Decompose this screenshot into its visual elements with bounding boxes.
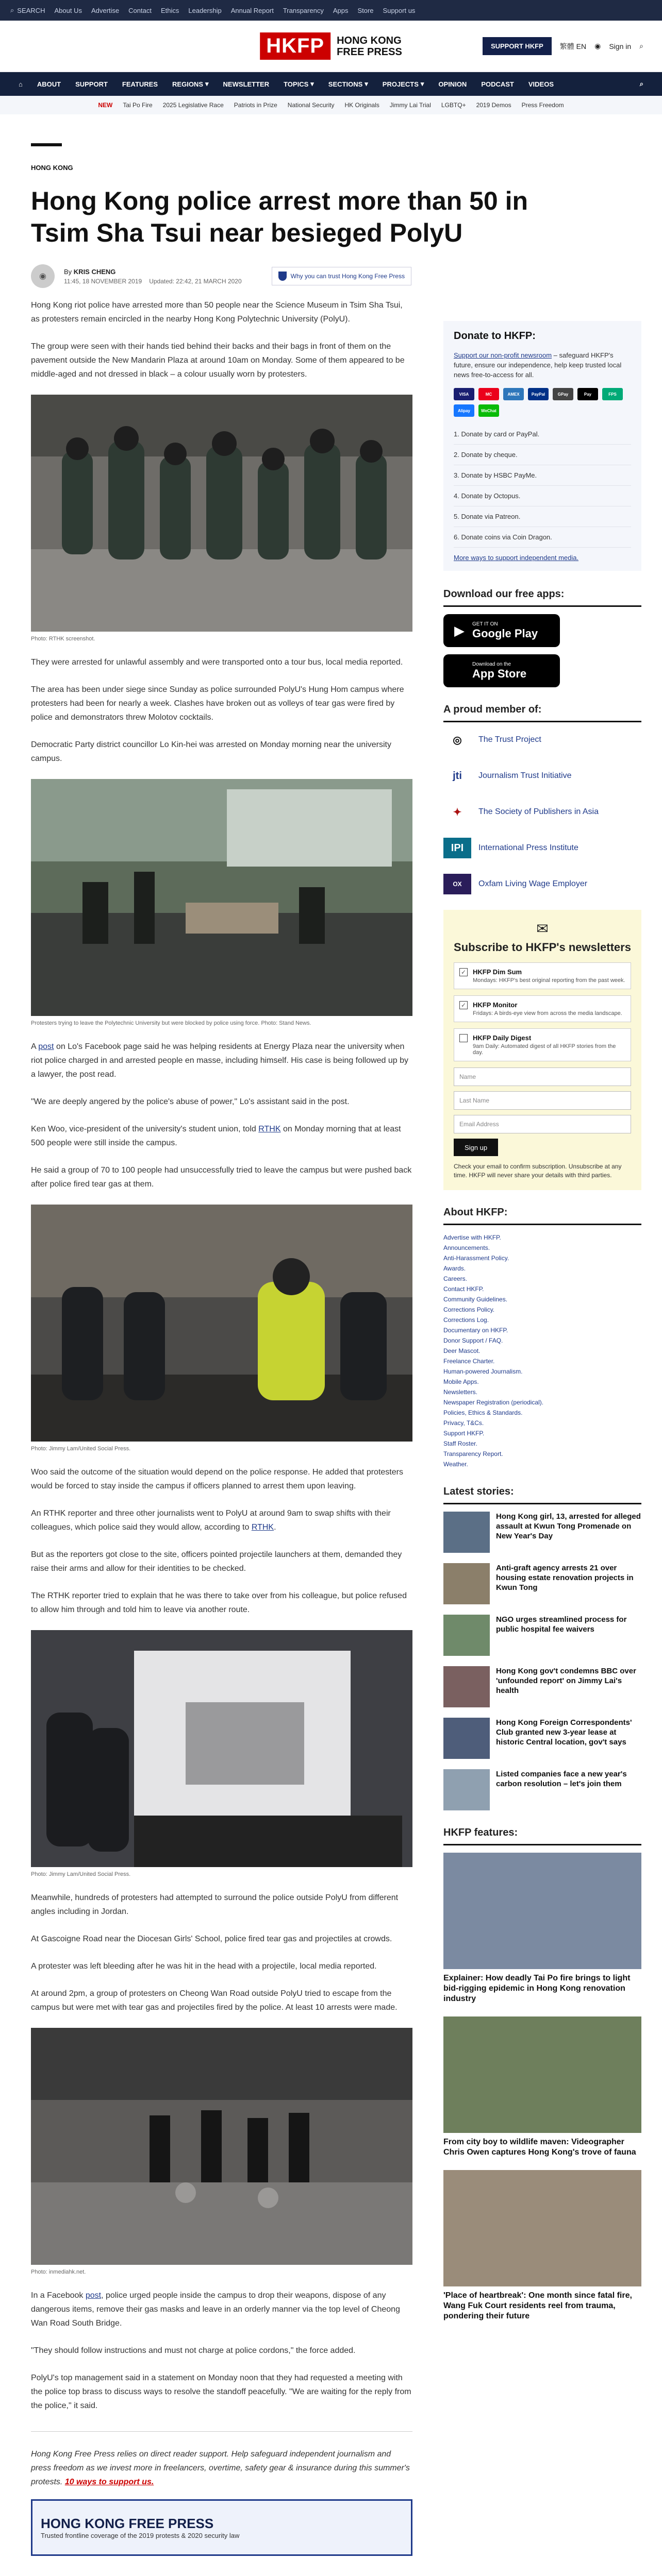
google-play-icon: ▶ [454, 623, 465, 638]
about-link[interactable]: Deer Mascot. [443, 1347, 481, 1354]
name-field[interactable]: Name [454, 1067, 631, 1086]
paragraph: A protester was left bleeding after he was hit in the head with a projectile, local media reported. [31, 1962, 377, 1971]
facebook-post-link[interactable]: post [38, 1042, 54, 1051]
article-photo [31, 2028, 412, 2265]
oxfam-icon: OX [443, 874, 471, 894]
tag-link[interactable]: Tai Po Fire [123, 101, 153, 109]
story-thumbnail [443, 1666, 490, 1707]
paragraph: Woo said the outcome of the situation would depend on the police response. He added that protesters would be forced to stay inside the campus if officers planned to arrest them upon leaving. [31, 1468, 403, 1490]
chevron-down-icon: ▾ [205, 80, 209, 88]
latest-title: Latest stories: [443, 1481, 641, 1504]
sidebar [443, 298, 641, 2556]
photo-caption: Photo: Jimmy Lam/United Social Press. [31, 1871, 131, 1877]
latest-story[interactable]: Listed companies face a new year's carbon resolution – let's join them [443, 1769, 641, 1810]
paragraph: "They should follow instructions and must not charge at police cordons," the force added. [31, 2346, 356, 2355]
member-ipi[interactable]: IPI International Press Institute [443, 838, 641, 858]
about-list [443, 1232, 641, 1469]
paragraph: An RTHK reporter and three other journalists went to PolyU at around 9am to swap shifts with their colleagues, which police said they would allow, according to RTHK. [31, 1509, 391, 1532]
article-photo [31, 779, 412, 1016]
latest-story[interactable]: Hong Kong gov't condemns BBC over 'unfounded report' on Jimmy Lai's health [443, 1666, 641, 1707]
article-kicker[interactable]: HONG KONG [31, 164, 73, 172]
police-vehicle-image [31, 1630, 412, 1867]
site-logo[interactable] [260, 32, 402, 60]
top-link-ethics[interactable]: Ethics [160, 6, 179, 14]
paragraph: Meanwhile, hundreds of protesters had attempted to surround the police outside PolyU from different angles including in Jordan. [31, 1893, 399, 1916]
story-thumbnail [443, 1769, 490, 1810]
member-sopa[interactable]: ✦ The Society of Publishers in Asia [443, 802, 641, 822]
main-nav [0, 72, 662, 96]
about-link[interactable]: Policies, Ethics & Standards. [443, 1409, 523, 1416]
top-link-leadership[interactable]: Leadership [188, 6, 222, 14]
street-clash-image [31, 2028, 412, 2265]
newsletter-option-dimsum[interactable]: ✓ HKFP Dim Sum Mondays: HKFP's best original reporting from the past week. [454, 962, 631, 989]
about-link[interactable]: Documentary on HKFP. [443, 1327, 508, 1334]
user-icon[interactable]: ◉ [594, 42, 601, 50]
about-link[interactable]: Transparency Report. [443, 1450, 503, 1458]
feature-image [443, 2016, 641, 2133]
about-link[interactable]: Weather. [443, 1461, 468, 1468]
sopa-icon: ✦ [453, 806, 462, 818]
tag-link[interactable]: Press Freedom [521, 101, 564, 109]
chevron-down-icon: ▾ [365, 80, 368, 88]
masthead [0, 21, 662, 72]
member-jti[interactable]: jti Journalism Trust Initiative [443, 766, 641, 786]
member-title: A proud member of: [443, 699, 641, 722]
paragraph: Ken Woo, vice-president of the university's student union, told RTHK on Monday morning that at least 500 people were still inside the campus. [31, 1125, 401, 1147]
top-link-support[interactable]: Support us [383, 6, 416, 14]
promo-title: HONG KONG FREE PRESS [41, 2516, 214, 2531]
paragraph: He said a group of 70 to 100 people had unsuccessfully tried to leave the campus but were pushed back after police fired tear gas at them. [31, 1166, 412, 1189]
about-link[interactable]: Careers. [443, 1275, 468, 1282]
more-ways-link[interactable]: More ways to support independent media. [454, 554, 579, 562]
nav-about[interactable]: ABOUT [37, 80, 61, 88]
latest-story[interactable]: Hong Kong girl, 13, arrested for alleged assault at Kwun Tong Promenade on New Year's Day [443, 1512, 641, 1553]
photo-caption: Photo: Jimmy Lam/United Social Press. [31, 1446, 131, 1452]
paypal-icon: PayPal [528, 388, 549, 400]
newsletter-note: Check your email to confirm subscription. Unsubscribe at any time. HKFP will never share your details with third parties. [454, 1163, 622, 1179]
rthk-link[interactable]: RTHK [251, 1523, 274, 1532]
nav-search-icon[interactable]: ⌕ [639, 80, 643, 88]
paragraph: A post on Lo's Facebook page said he was helping residents at Energy Plaza near the university when riot police charged in and arrested people en masse, including himself. His case is being followed up by a lawyer, the post read. [31, 1042, 408, 1079]
tag-link[interactable]: National Security [287, 101, 335, 109]
envelope-icon: ✉ [536, 921, 549, 937]
article-body [31, 298, 412, 2556]
author-link[interactable]: KRIS CHENG [73, 267, 116, 276]
story-thumbnail [443, 1615, 490, 1656]
paragraph: But as the reporters got close to the site, officers pointed projectile launchers at them, demanded they raise their arms and allow for their identities to be checked. [31, 1550, 402, 1573]
byline-row [31, 264, 631, 288]
newsletter-title: Subscribe to HKFP's newsletters [454, 941, 631, 954]
top-link-apps[interactable]: Apps [333, 6, 349, 14]
about-link[interactable]: Advertise with HKFP. [443, 1234, 501, 1241]
newsletter-option-monitor[interactable]: ✓ HKFP Monitor Fridays: A birds-eye view from across the media landscape. [454, 995, 631, 1022]
alipay-icon: Alipay [454, 404, 474, 417]
chevron-down-icon: ▾ [420, 80, 424, 88]
campus-blockade-image [31, 779, 412, 1016]
photo-caption: Photo: inmediahk.net. [31, 2269, 86, 2275]
donate-option[interactable]: 4. Donate by Octopus. [454, 486, 631, 506]
paragraph: PolyU's top management said in a statement on Monday noon that they had requested a meeting with the police top brass to discuss ways to resolve the standoff peacefully. "We are waiting for the reply from the police," it said. [31, 2374, 411, 2410]
about-link[interactable]: Newspaper Registration (periodical). [443, 1399, 544, 1406]
nav-features[interactable]: FEATURES [122, 80, 158, 88]
support-hkfp-button[interactable]: SUPPORT HKFP [483, 37, 552, 55]
latest-story[interactable]: NGO urges streamlined process for public hospital fee waivers [443, 1615, 641, 1656]
visa-icon: VISA [454, 388, 474, 400]
tag-link[interactable]: 2019 Demos [476, 101, 511, 109]
language-switch[interactable]: 繁體 EN [559, 42, 587, 50]
paragraph: At Gascoigne Road near the Diocesan Girls' School, police fired tear gas and projectiles at crowds. [31, 1935, 392, 1943]
nav-newsletter[interactable]: NEWSLETTER [223, 80, 270, 88]
jti-icon: jti [453, 770, 462, 782]
paragraph: The area has been under siege since Sunday as police surrounded PolyU's Hung Hom campus where protesters had been for nearly a week. Clashes have broken out as volleys of tear gas were fired by police and demonstrators threw Molotov cocktails. [31, 685, 404, 722]
trust-project-icon: ◎ [453, 734, 462, 746]
nav-support[interactable]: SUPPORT [75, 80, 108, 88]
google-pay-icon: GPay [553, 388, 573, 400]
donate-option[interactable]: 5. Donate via Patreon. [454, 506, 631, 527]
trending-tags [0, 96, 662, 114]
tag-link[interactable]: LGBTQ+ [441, 101, 466, 109]
title-rule [31, 143, 62, 146]
donate-option[interactable]: 3. Donate by HSBC PayMe. [454, 465, 631, 486]
nav-videos[interactable]: VIDEOS [528, 80, 554, 88]
tag-link[interactable]: 2025 Legislative Race [162, 101, 224, 109]
about-link[interactable]: Community Guidelines. [443, 1296, 508, 1303]
page-content [0, 143, 662, 2556]
top-search-link[interactable]: ⌕ SEARCH [10, 6, 45, 14]
top-utility-bar [0, 0, 662, 21]
story-thumbnail [443, 1563, 490, 1604]
checkbox[interactable] [459, 1034, 468, 1042]
donate-option[interactable]: 6. Donate coins via Coin Dragon. [454, 527, 631, 548]
signup-button[interactable]: Sign up [454, 1139, 498, 1156]
apple-icon [452, 663, 467, 679]
amex-icon: AMEX [503, 388, 524, 400]
newsletter-box [443, 910, 641, 1190]
about-link[interactable]: Staff Roster. [443, 1440, 477, 1447]
top-link-store[interactable]: Store [357, 6, 374, 14]
story-thumbnail [443, 1718, 490, 1759]
apps-title: Download our free apps: [443, 583, 641, 607]
about-link[interactable]: Freelance Charter. [443, 1358, 495, 1365]
support-newsroom-link[interactable]: Support our non-profit newsroom [454, 351, 552, 359]
apple-pay-icon: Pay [577, 388, 598, 400]
donate-option[interactable]: 1. Donate by card or PayPal. [454, 424, 631, 445]
nav-topics[interactable]: TOPICS ▾ [284, 80, 314, 88]
byline: By KRIS CHENG [64, 267, 116, 276]
promo-banner[interactable] [31, 2499, 412, 2556]
feature-story[interactable]: 'Place of heartbreak': One month since fatal fire, Wang Fuk Court residents reel from trauma, pondering their future [443, 2170, 641, 2321]
newsletter-option-digest[interactable]: HKFP Daily Digest 9am Daily: Automated digest of all HKFP stories from the day. [454, 1028, 631, 1061]
top-link-advertise[interactable]: Advertise [91, 6, 120, 14]
about-link[interactable]: Announcements. [443, 1244, 490, 1251]
about-link[interactable]: Newsletters. [443, 1388, 478, 1396]
support-us-link[interactable]: 10 ways to support us. [64, 2478, 154, 2486]
top-link-contact[interactable]: Contact [128, 6, 152, 14]
promo-subtitle: Trusted frontline coverage of the 2019 protests & 2020 security law [41, 2532, 240, 2539]
google-play-button[interactable]: ▶ GET IT ON Google Play [443, 614, 560, 647]
features-title: HKFP features: [443, 1822, 641, 1845]
latest-story[interactable]: Anti-graft agency arrests 21 over housing estate renovation projects in Kwun Tong [443, 1563, 641, 1604]
shield-icon [278, 272, 287, 281]
search-icon: ⌕ [10, 6, 14, 14]
nav-sections[interactable]: SECTIONS ▾ [328, 80, 368, 88]
tag-link[interactable]: HK Originals [344, 101, 379, 109]
tag-link[interactable]: Patriots in Prize [234, 101, 277, 109]
app-store-button[interactable]: Download on the App Store [443, 654, 560, 687]
chevron-down-icon: ▾ [310, 80, 314, 88]
tag-link[interactable]: Jimmy Lai Trial [389, 101, 431, 109]
updated-date: Updated: 22:42, 21 MARCH 2020 [149, 277, 242, 285]
donate-options [454, 424, 631, 548]
about-link[interactable]: Corrections Policy. [443, 1306, 495, 1313]
feature-image [443, 2170, 641, 2286]
about-link[interactable]: Human-powered Journalism. [443, 1368, 523, 1375]
article-title: Hong Kong police arrest more than 50 in Tsim Sha Tsui near besieged PolyU [31, 187, 528, 247]
published-date: 11:45, 18 NOVEMBER 2019 [64, 277, 142, 285]
member-oxfam[interactable]: OX Oxfam Living Wage Employer [443, 874, 641, 894]
top-link-about[interactable]: About Us [54, 6, 82, 14]
top-link-annual-report[interactable]: Annual Report [230, 6, 274, 14]
nav-podcast[interactable]: PODCAST [481, 80, 514, 88]
article-photo [31, 1205, 412, 1442]
donate-title: Donate to HKFP: [454, 330, 536, 342]
paragraph: Democratic Party district councillor Lo Kin-hei was arrested on Monday morning near the university campus. [31, 740, 391, 763]
latest-story[interactable]: Hong Kong Foreign Correspondents' Club granted new 3-year lease at historic Central location, gov't says [443, 1718, 641, 1759]
rthk-link[interactable]: RTHK [258, 1125, 281, 1133]
top-link-transparency[interactable]: Transparency [283, 6, 324, 14]
about-link[interactable]: Privacy, T&Cs. [443, 1419, 484, 1427]
about-link[interactable]: Donor Support / FAQ. [443, 1337, 503, 1344]
author-avatar: ◉ [31, 264, 55, 288]
about-link[interactable]: Awards. [443, 1265, 466, 1272]
about-link[interactable]: Corrections Log. [443, 1316, 489, 1324]
nav-projects[interactable]: PROJECTS ▾ [382, 80, 424, 88]
about-title: About HKFP: [443, 1201, 641, 1225]
trust-badge[interactable]: Why you can trust Hong Kong Free Press [272, 267, 411, 285]
support-endnote: Hong Kong Free Press relies on direct reader support. Help safeguard independent journalism and press freedom as we invest more in freelancers, overtime, safety gear & insurance during this summer's protests. 10 ways to support us. [31, 2431, 412, 2489]
donate-box: Donate to HKFP: Support our non-profit newsroom – safeguard HKFP's future, ensure our independence, help keep trusted local news free-to-access for all. VISA MC AMEX PayPal GPay Pay FPS Alipay WeChat 1. Donate by card or PayPal. 2. Donate by cheque. 3. Donate by HSBC PayMe. 4. Donate by Octopus. 5. Donate via Patreon. 6. Donate coins via Coin Dragon. More ways to support independent media. [443, 321, 641, 571]
fps-icon: FPS [602, 388, 623, 400]
signin-link[interactable]: Sign in [609, 42, 632, 50]
checkbox[interactable]: ✓ [459, 968, 468, 976]
nav-regions[interactable]: REGIONS ▾ [172, 80, 209, 88]
paragraph: At around 2pm, a group of protesters on Cheong Wan Road outside PolyU tried to escape from the campus but were met with tear gas and projectiles fired by the police. At least 10 arrests were made. [31, 1989, 398, 2012]
about-link[interactable]: Support HKFP. [443, 1430, 485, 1437]
paragraph: The RTHK reporter tried to explain that he was there to take over from his colleague, but police refused to allow him through and told him to leave via another route. [31, 1591, 407, 1614]
riot-police-image [31, 1205, 412, 1442]
paragraph: Hong Kong riot police have arrested more than 50 people near the Science Museum in Tsim Sha Tsui, as protesters remain encircled in the nearby Hong Kong Polytechnic University (PolyU). [31, 301, 403, 324]
about-link[interactable]: Mobile Apps. [443, 1378, 479, 1385]
feature-story[interactable]: From city boy to wildlife maven: Videographer Chris Owen captures Hong Kong's trove of fauna [443, 2016, 641, 2158]
checkbox[interactable]: ✓ [459, 1001, 468, 1009]
photo-caption: Photo: RTHK screenshot. [31, 636, 95, 642]
article-layout [31, 298, 641, 2556]
story-thumbnail [443, 1512, 490, 1553]
new-badge: NEW [98, 101, 113, 109]
logo-mark: HKFP [260, 32, 330, 60]
payment-methods [454, 388, 631, 417]
article-photo [31, 395, 412, 632]
paragraph: The group were seen with their hands tied behind their backs and their bags in front of them on the pavement outside the New Mandarin Plaza at around 10am on Monday. Some of them appeared to be middle-aged and not dressed in black – a colour usually worn by protesters. [31, 342, 405, 379]
logo-line-1: HONG KONG [337, 35, 402, 46]
logo-line-2: FREE PRESS [337, 46, 402, 58]
paragraph: "We are deeply angered by the police's abuse of power," Lo's assistant said in the post. [31, 1097, 350, 1106]
donate-option[interactable]: 2. Donate by cheque. [454, 445, 631, 465]
paragraph: They were arrested for unlawful assembly and were transported onto a tour bus, local media reported. [31, 658, 403, 667]
photo-caption: Protesters trying to leave the Polytechnic University but were blocked by police using force. Photo: Stand News. [31, 1020, 311, 1026]
about-link[interactable]: Contact HKFP. [443, 1285, 484, 1293]
police-arrest-image [31, 395, 412, 632]
wechat-pay-icon: WeChat [478, 404, 499, 417]
facebook-post-link[interactable]: post [85, 2291, 102, 2300]
feature-image [443, 1853, 641, 1969]
mastercard-icon: MC [478, 388, 499, 400]
search-icon[interactable]: ⌕ [639, 42, 643, 50]
last-name-field[interactable]: Last Name [454, 1091, 631, 1110]
nav-opinion[interactable]: OPINION [438, 80, 467, 88]
email-field[interactable]: Email Address [454, 1115, 631, 1133]
ipi-icon: IPI [443, 838, 471, 858]
paragraph: In a Facebook post, police urged people inside the campus to drop their weapons, dispose of any dangerous items, remove their gas masks and leave in an orderly manner via the top level of Cheong Wan Road South Bridge. [31, 2291, 400, 2328]
member-trust-project[interactable]: ◎ The Trust Project [443, 730, 641, 750]
about-link[interactable]: Anti-Harassment Policy. [443, 1255, 509, 1262]
nav-home-icon[interactable]: ⌂ [19, 80, 23, 88]
feature-story[interactable]: Explainer: How deadly Tai Po fire brings to light bid-rigging epidemic in Hong Kong renovation industry [443, 1853, 641, 2004]
article-photo [31, 1630, 412, 1867]
